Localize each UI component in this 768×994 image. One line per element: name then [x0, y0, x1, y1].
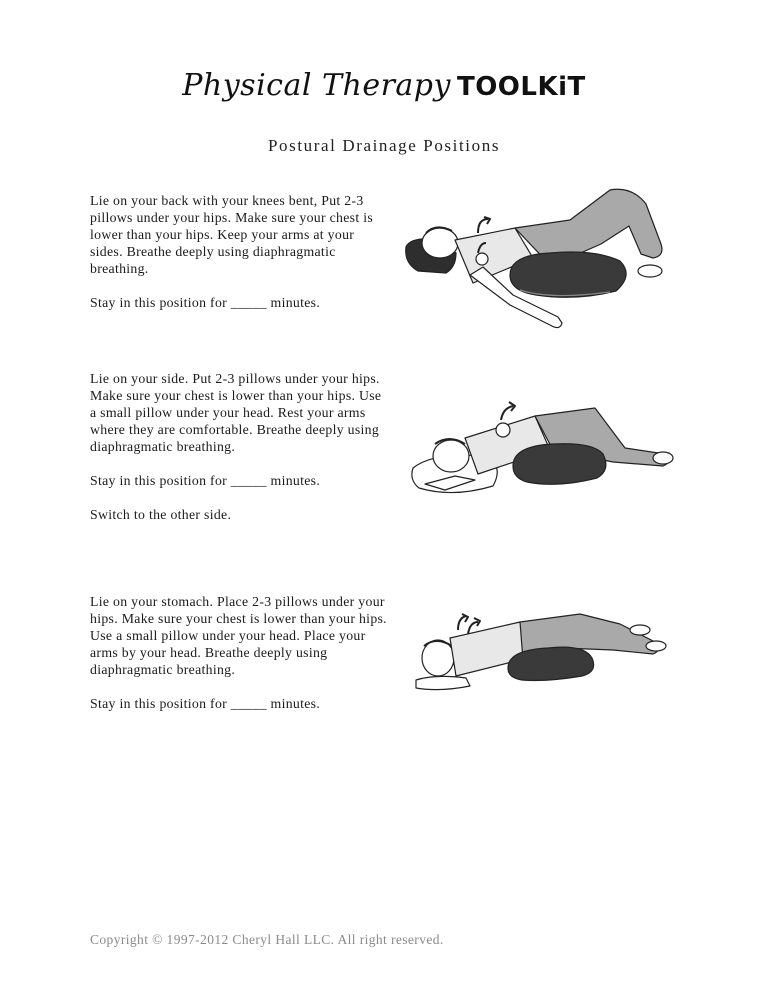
copyright-footer: Copyright © 1997-2012 Cheryl Hall LLC. All right reserved.	[90, 932, 444, 947]
section-side-lying	[90, 370, 390, 523]
supine-drainage-illustration-icon	[400, 185, 680, 340]
logo-caps-text: TOOLKiT	[456, 72, 586, 102]
duration-text: Stay in this position for _____ minutes.	[90, 696, 321, 711]
prone-drainage-illustration-icon	[410, 608, 680, 698]
page-subtitle: Postural Drainage Positions	[267, 136, 501, 155]
instruction-text: Lie on your back with your knees bent, Put 2-3 pillows under your hips. Make sure your chest is lower than your hips. Keep your arms at your sides. Breathe deeply using diaphragmatic breathing.	[90, 193, 374, 276]
logo-script-text: Physical Therapy	[182, 68, 451, 103]
instruction-text: Lie on your side. Put 2-3 pillows under your hips. Make sure your chest is lower than your hips. Use a small pillow under your head. Rest your arms where they are comfortable. Breathe deeply using diaphragmatic breathing.	[90, 371, 382, 454]
instruction-text: Lie on your stomach. Place 2-3 pillows under your hips. Make sure your chest is lower than your hips. Use a small pillow under your head. Place your arms by your head. Breathe deeply using diaphragmatic breathing.	[90, 594, 387, 677]
logo	[0, 68, 768, 103]
side-lying-drainage-illustration-icon	[405, 398, 685, 508]
duration-text: Stay in this position for _____ minutes.	[90, 473, 321, 488]
duration-text: Stay in this position for _____ minutes.	[90, 295, 321, 310]
section-supine	[90, 192, 390, 311]
note-text: Switch to the other side.	[90, 507, 232, 522]
section-prone	[90, 593, 390, 712]
